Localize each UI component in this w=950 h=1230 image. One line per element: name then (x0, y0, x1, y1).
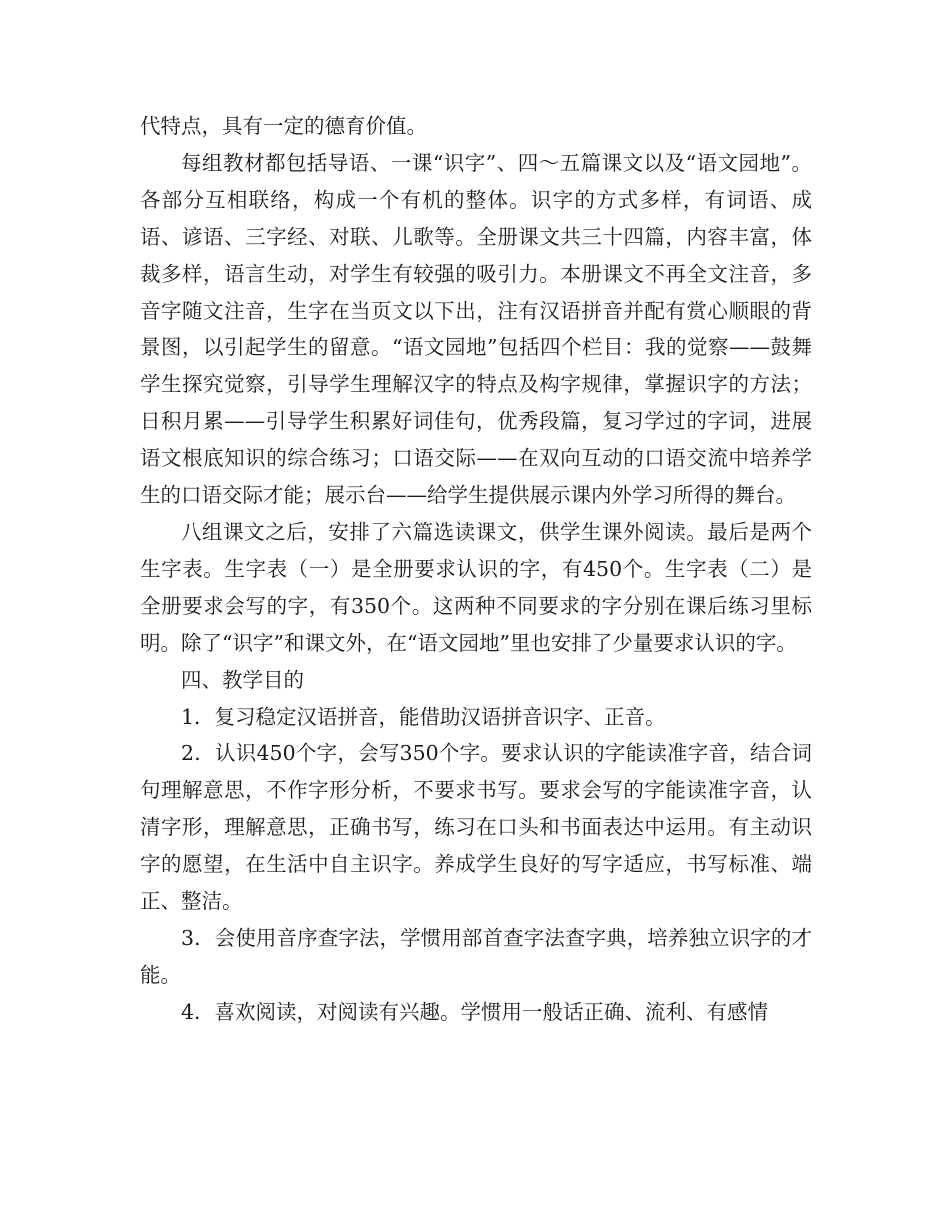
list-item-goal-4: 4．喜欢阅读，对阅读有兴趣。学惯用一般话正确、流利、有感情 (181, 999, 769, 1024)
paragraph-reading-and-character-tables: 八组课文之后，安排了六篇选读课文，供学生课外阅读。最后是两个生字表。生字表（一）是全册要求认识的字，有450个。生字表（二）是全册要求会写的字，有350个。这两种不同要求的字分别在课后练习里标明。除了“识字”和课文外，在“语文园地”里也安排了少量要求认识的字。 (140, 519, 812, 655)
list-item-goal-3: 3．会使用音序查字法，学惯用部首查字法查字典，培养独立识字的才能。 (140, 925, 812, 987)
paragraph-continuation: 代特点，具有一定的德育价值。 (140, 114, 427, 138)
paragraph-textbook-structure: 每组教材都包括导语、一课“识字”、四～五篇课文以及“语文园地”。各部分互相联络，构成一个有机的整体。识字的方式多样，有词语、成语、谚语、三字经、对联、儿歌等。全册课文共三十四篇，内容丰富，体裁多样，语言生动，对学生有较强的吸引力。本册课文不再全文注音，多音字随文注音，生字在当页文以下出，注有汉语拼音并配有赏心顺眼的背景图，以引起学生的留意。“语文园地”包括四个栏目：我的觉察——鼓舞学生探究觉察，引导学生理解汉字的特点及构字规律，掌握识字的方法；日积月累——引导学生积累好词佳句，优秀段篇，复习学过的字词，进展语文根底知识的综合练习；口语交际——在双向互动的口语交流中培养学生的口语交际才能；展示台——给学生提供展示课内外学习所得的舞台。 (140, 150, 812, 508)
document-page (140, 108, 812, 1031)
list-item-goal-1: 1．复习稳定汉语拼音，能借助汉语拼音识字、正音。 (181, 704, 666, 729)
list-item-goal-2: 2．认识450个字，会写350个字。要求认识的字能读准字音，结合词句理解意思，不作字形分析，不要求书写。要求会写的字能读准字音，认清字形，理解意思，正确书写，练习在口头和书面表达中运用。有主动识字的愿望，在生活中自主识字。养成学生良好的写字适应，书写标准、端正、整洁。 (140, 741, 812, 914)
section-heading-teaching-goals: 四、教学目的 (181, 667, 304, 692)
